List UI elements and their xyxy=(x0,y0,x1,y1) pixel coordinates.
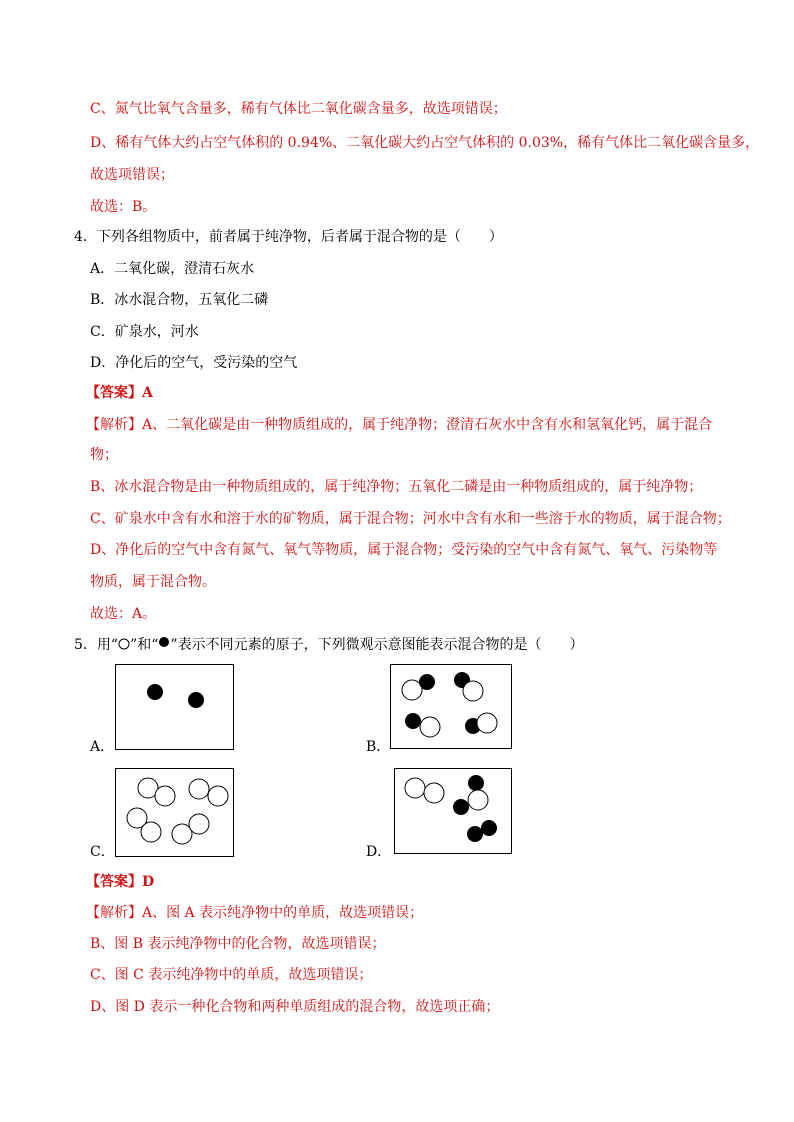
q5-analysis-line-3: C、图 C 表示纯净物中的单质，故选项错误； xyxy=(90,967,373,983)
hollow-atom xyxy=(463,681,483,701)
hollow-atom-icon xyxy=(118,638,130,650)
solution-line-c: C、氮气比氧气含量多，稀有气体比二氧化碳含量多，故选项错误； xyxy=(90,101,507,117)
solid-atom xyxy=(419,674,435,690)
q5-diagram-a xyxy=(115,664,234,750)
diagram-frame xyxy=(116,665,234,750)
q4-choice: 故选：A。 xyxy=(90,606,157,622)
q4-option-b: B．冰水混合物，五氧化二磷 xyxy=(90,292,269,308)
q5-diagram-c xyxy=(115,768,234,857)
q4-option-d: D．净化后的空气，受污染的空气 xyxy=(90,355,298,371)
solid-atom xyxy=(405,713,421,729)
q5-analysis-line-1: 【解析】A、图 A 表示纯净物中的单质，故选项错误； xyxy=(86,905,424,921)
hollow-atom xyxy=(420,717,440,737)
q5-diagram-b xyxy=(390,664,512,749)
q5-stem-mid: ”和“ xyxy=(130,637,159,653)
q4-option-a: A．二氧化碳，澄清石灰水 xyxy=(90,261,255,277)
hollow-atom xyxy=(141,822,161,842)
q4-analysis-line-6: 物质，属于混合物。 xyxy=(90,574,216,590)
q5-panel-b-label: B． xyxy=(366,739,391,755)
solid-atom xyxy=(453,799,469,815)
solution-line-d1: D、稀有气体大约占空气体积的 0.94%、二氧化碳大约占空气体积的 0.03%，稀有气体比二氧化碳含量多， xyxy=(90,135,760,151)
q5-analysis-line-2: B、图 B 表示纯净物中的化合物，故选项错误； xyxy=(90,936,386,952)
q4-analysis-line-4: C、矿泉水中含有水和溶于水的矿物质，属于混合物；河水中含有水和一些溶于水的物质，属于混合物； xyxy=(90,511,731,527)
question-4-stem: 4．下列各组物质中，前者属于纯净物，后者属于混合物的是（ ） xyxy=(74,229,503,245)
solution-choice: 故选：B。 xyxy=(90,199,157,215)
hollow-atom xyxy=(424,783,444,803)
q4-analysis-line-3: B、冰水混合物是由一种物质组成的，属于纯净物；五氧化二磷是由一种物质组成的，属于纯净物； xyxy=(90,479,703,495)
hollow-atom xyxy=(208,786,228,806)
hollow-atom xyxy=(477,713,497,733)
hollow-atom xyxy=(189,814,209,834)
solid-atom xyxy=(467,826,483,842)
solid-atom xyxy=(147,684,163,700)
q4-analysis-line-5: D、净化后的空气中含有氮气、氧气等物质，属于混合物；受污染的空气中含有氮气、氧气、污染物等 xyxy=(90,542,718,558)
hollow-atom xyxy=(189,779,209,799)
q5-panel-c-label: C． xyxy=(90,844,115,860)
q4-analysis-line-2: 物； xyxy=(90,447,118,463)
solid-atom xyxy=(188,692,204,708)
hollow-atom xyxy=(405,778,425,798)
q5-stem-prefix: 5．用“ xyxy=(74,637,119,653)
q5-stem-suffix: ”表示不同元素的原子，下列微观示意图能表示混合物的是（ ） xyxy=(170,637,584,653)
q4-analysis-line-1: 【解析】A、二氧化碳是由一种物质组成的，属于纯净物；澄清石灰水中含有水和氢氧化钙，属于混合 xyxy=(86,417,713,433)
q5-panel-d-label: D． xyxy=(366,844,392,860)
question-5-stem xyxy=(74,636,584,654)
q5-diagram-d xyxy=(394,768,512,854)
solid-atom xyxy=(468,775,484,791)
diagram-frame xyxy=(391,665,512,749)
q5-analysis-line-4: D、图 D 表示一种化合物和两种单质组成的混合物，故选项正确； xyxy=(90,999,500,1015)
q4-option-c: C．矿泉水，河水 xyxy=(90,324,199,340)
hollow-atom xyxy=(155,786,175,806)
hollow-atom xyxy=(402,680,422,700)
solid-atom xyxy=(481,820,497,836)
q4-answer: 【答案】A xyxy=(86,385,153,401)
solid-atom-icon xyxy=(158,636,170,648)
q5-answer: 【答案】D xyxy=(86,874,155,890)
q5-panel-a-label: A． xyxy=(90,739,115,755)
solution-line-d2: 故选项错误； xyxy=(90,167,174,183)
hollow-atom xyxy=(468,790,488,810)
